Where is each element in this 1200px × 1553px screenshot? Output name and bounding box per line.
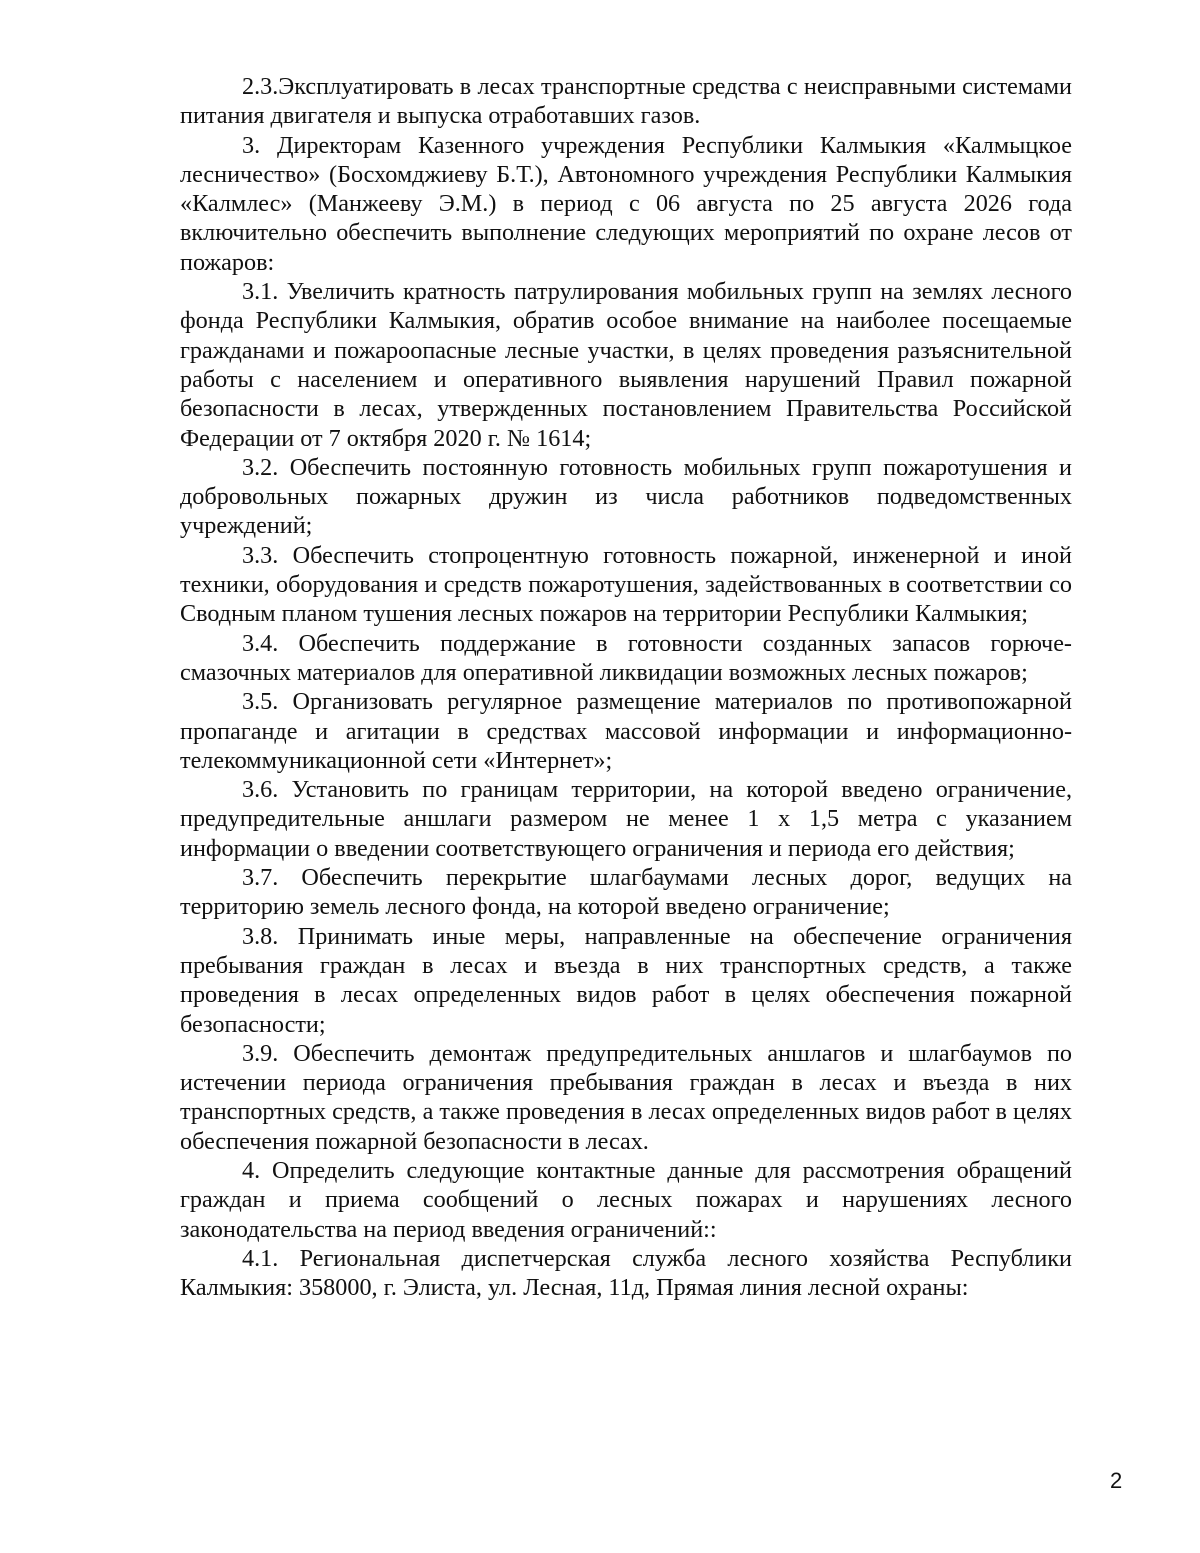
document-body [180,72,1072,1302]
paragraph-3: 3. Директорам Казенного учреждения Республики Калмыкия «Калмыцкое лесничество» (Босхомджиеву Б.Т.), Автономного учреждения Республики Калмыкия «Калмлес» (Манжееву Э.М.) в период с 06 августа по 25 августа 2026 года включительно обеспечить выполнение следующих мероприятий по охране лесов от пожаров: [180,131,1072,276]
paragraph-3-4: 3.4. Обеспечить поддержание в готовности созданных запасов горюче-смазочных материалов для оперативной ликвидации возможных лесных пожаров; [180,629,1072,686]
paragraph-4: 4. Определить следующие контактные данные для рассмотрения обращений граждан и приема сообщений о лесных пожарах и нарушениях лесного законодательства на период введения ограничений:: [180,1156,1072,1243]
paragraph-3-7: 3.7. Обеспечить перекрытие шлагбаумами лесных дорог, ведущих на территорию земель лесного фонда, на которой введено ограничение; [180,864,1072,921]
paragraph-3-3: 3.3. Обеспечить стопроцентную готовность пожарной, инженерной и иной техники, оборудования и средств пожаротушения, задействованных в соответствии со Сводным планом тушения лесных пожаров на территории Республики Калмыкия; [180,541,1072,628]
page-number: 2 [1110,1468,1123,1493]
paragraph-4-1: 4.1. Региональная диспетчерская служба лесного хозяйства Республики Калмыкия: 358000, г. Элиста, ул. Лесная, 11д, Прямая линия лесной охраны: [180,1244,1072,1302]
paragraph-3-5: 3.5. Организовать регулярное размещение материалов по противопожарной пропаганде и агитации в средствах массовой информации и информационно-телекоммуникационной сети «Интернет»; [180,688,1072,774]
paragraph-3-6: 3.6. Установить по границам территории, на которой введено ограничение, предупредительные аншлаги размером не менее 1 х 1,5 метра с указанием информации о введении соответствующего ограничения и периода его действия; [180,776,1072,862]
paragraph-3-2: 3.2. Обеспечить постоянную готовность мобильных групп пожаротушения и добровольных пожарных дружин из числа работников подведомственных учреждений; [180,453,1072,540]
paragraph-3-8: 3.8. Принимать иные меры, направленные на обеспечение ограничения пребывания граждан в лесах и въезда в них транспортных средств, а также проведения в лесах определенных видов работ в целях обеспечения пожарной безопасности; [180,922,1072,1038]
paragraph-2-3: 2.3.Эксплуатировать в лесах транспортные средства с неисправными системами питания двигателя и выпуска отработавших газов. [180,73,1072,130]
paragraph-3-1: 3.1. Увеличить кратность патрулирования мобильных групп на землях лесного фонда Республики Калмыкия, обратив особое внимание на наиболее посещаемые гражданами и пожароопасные лесные участки, в целях проведения разъяснительной работы с населением и оперативного выявления нарушений Правил пожарной безопасности в лесах, утвержденных постановлением Правительства Российской Федерации от 7 октября 2020 г. № 1614; [180,278,1072,452]
paragraph-3-9: 3.9. Обеспечить демонтаж предупредительных аншлагов и шлагбаумов по истечении периода ограничения пребывания граждан в лесах и въезда в них транспортных средств, а также проведения в лесах определенных видов работ в целях обеспечения пожарной безопасности в лесах. [180,1039,1072,1155]
